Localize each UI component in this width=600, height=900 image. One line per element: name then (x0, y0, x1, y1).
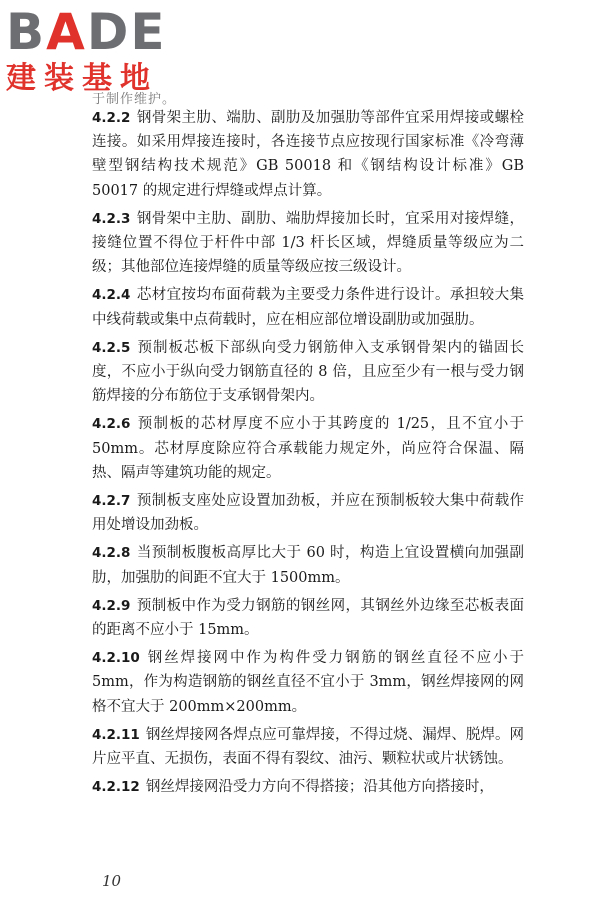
clause-text: 预制板的芯材厚度不应小于其跨度的 1/25，且不宜小于 50mm。芯材厚度除应符合承载能力规定外，尚应符合保温、隔热、隔声等建筑功能的规定。 (92, 416, 524, 481)
clause-text: 芯材宜按均布面荷载为主要受力条件进行设计。承担较大集中线荷载或集中点荷载时，应在相应部位增设副肋或加强肋。 (92, 287, 524, 328)
clause-4-2-6 (92, 412, 524, 485)
clause-text: 当预制板腹板高厚比大于 60 时，构造上宜设置横向加强副肋，加强肋的间距不宜大于 1500mm。 (92, 545, 524, 586)
page-number: 10 (102, 872, 122, 890)
clause-text: 预制板芯板下部纵向受力钢筋伸入支承钢骨架内的锚固长度，不应小于纵向受力钢筋直径的 8 倍，且应至少有一根与受力钢筋焊接的分布筋位于支承钢骨架内。 (92, 339, 524, 405)
clause-4-2-7 (92, 489, 524, 537)
clause-text: 钢骨架中主肋、副肋、端肋焊接加长时，宜采用对接焊缝，接缝位置不得位于杆件中部 1/3 杆长区域，焊缝质量等级应为二级；其他部位连接焊缝的质量等级应按三级设计。 (92, 210, 524, 276)
continued-text-fragment: 于制作维护。 (92, 92, 177, 107)
clause-4-2-9 (92, 594, 524, 642)
clause-number: 4.2.9 (92, 597, 131, 614)
clause-number: 4.2.10 (92, 650, 140, 667)
clause-list (92, 106, 524, 803)
clause-number: 4.2.7 (92, 493, 131, 510)
clause-number: 4.2.11 (92, 726, 140, 743)
clause-number: 4.2.3 (92, 210, 131, 227)
clause-number: 4.2.12 (92, 779, 140, 796)
logo-wordmark: BADE (6, 3, 167, 61)
clause-number: 4.2.4 (92, 287, 131, 304)
clause-number: 4.2.5 (92, 339, 131, 356)
clause-4-2-2 (92, 106, 524, 203)
clause-4-2-12 (92, 775, 524, 799)
clause-number: 4.2.8 (92, 545, 131, 562)
clause-text: 预制板支座处应设置加劲板，并应在预制板较大集中荷载作用处增设加劲板。 (92, 493, 524, 534)
clause-text: 钢骨架主肋、端肋、副肋及加强肋等部件宜采用焊接或螺栓连接。如采用焊接连接时，各连接节点应按现行国家标准《冷弯薄壁型钢结构技术规范》GB 50018 和《钢结构设计标准》GB 50017 的规定进行焊缝或焊点计算。 (92, 110, 524, 199)
clause-4-2-5 (92, 336, 524, 409)
clause-4-2-10 (92, 646, 524, 719)
clause-4-2-8 (92, 541, 524, 589)
clause-text: 钢丝焊接网各焊点应可靠焊接，不得过烧、漏焊、脱焊。网片应平直、无损伤，表面不得有裂纹、油污、颗粒状或片状锈蚀。 (92, 726, 524, 768)
clause-4-2-4 (92, 283, 524, 331)
clause-4-2-3 (92, 207, 524, 280)
clause-4-2-11 (92, 723, 524, 771)
clause-number: 4.2.6 (92, 416, 131, 433)
clause-number: 4.2.2 (92, 110, 131, 126)
logo-subtitle: 建装基地 (6, 61, 158, 96)
clause-text: 钢丝焊接网中作为构件受力钢筋的钢丝直径不应小于 5mm，作为构造钢筋的钢丝直径不宜小于 3mm，钢丝焊接网的网格不宜大于 200mm×200mm。 (92, 650, 524, 715)
clause-text: 预制板中作为受力钢筋的钢丝网，其钢丝外边缘至芯板表面的距离不应小于 15mm。 (92, 597, 524, 639)
clause-text: 钢丝焊接网沿受力方向不得搭接；沿其他方向搭接时， (145, 779, 494, 796)
